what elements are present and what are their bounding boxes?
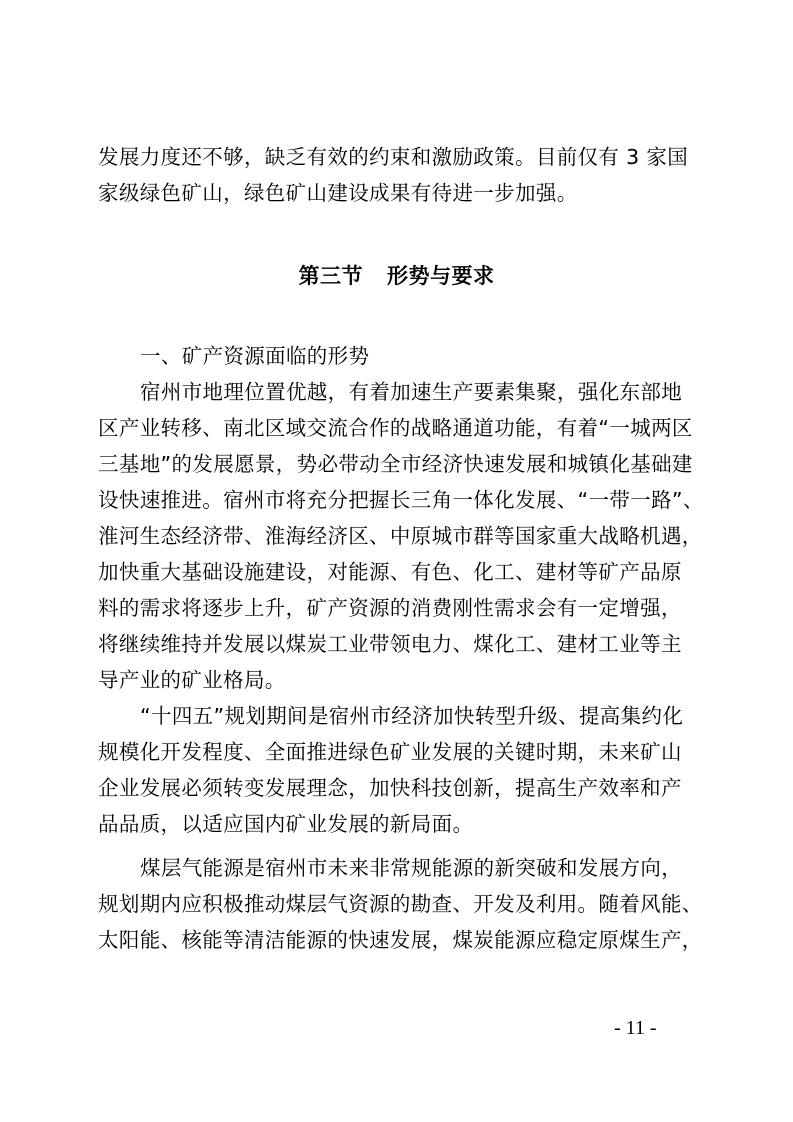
paragraph-line: 淮河生态经济带、淮海经济区、中原城市群等国家重大战略机遇， (98, 524, 703, 548)
section-name: 形势与要求 (387, 264, 495, 288)
intro-line-2: 家级绿色矿山，绿色矿山建设成果有待进一步加强。 (98, 181, 578, 205)
paragraph-line: 料的需求将逐步上升，矿产资源的消费刚性需求会有一定增强， (98, 596, 682, 620)
section-title (0, 262, 793, 290)
paragraph-line: 区产业转移、南北区域交流合作的战略通道功能，有着“一城两区 (98, 416, 693, 440)
paragraph-line: 太阳能、核能等清洁能源的快速发展，煤炭能源应稳定原煤生产， (98, 928, 703, 952)
paragraph-line: 设快速推进。宿州市将充分把握长三角一体化发展、“一带一路”、 (98, 488, 704, 512)
paragraph-line: 煤层气能源是宿州市未来非常规能源的新突破和发展方向， (140, 856, 683, 880)
paragraph-line: 加快重大基础设施建设，对能源、有色、化工、建材等矿产品原 (98, 560, 682, 584)
section-number: 第三节 (298, 264, 363, 288)
paragraph-line: 企业发展必须转变发展理念，加快科技创新，提高生产效率和产 (98, 776, 682, 800)
paragraph-line: 将继续维持并发展以煤炭工业带领电力、煤化工、建材工业等主 (98, 632, 682, 656)
paragraph-line: 宿州市地理位置优越，有着加速生产要素集聚，强化东部地 (140, 380, 683, 404)
paragraph-line: 品品质，以适应国内矿业发展的新局面。 (98, 812, 474, 836)
paragraph-line: 规模化开发程度、全面推进绿色矿业发展的关键时期，未来矿山 (98, 740, 682, 764)
page-number: - 11 - (614, 1017, 657, 1039)
paragraph-line: 规划期内应积极推动煤层气资源的勘查、开发及利用。随着风能、 (98, 892, 703, 916)
paragraph-line: “十四五”规划期间是宿州市经济加快转型升级、提高集约化 (140, 704, 684, 728)
intro-line-1: 发展力度还不够，缺乏有效的约束和激励政策。目前仅有 3 家国 (98, 145, 689, 169)
paragraph-line: 导产业的矿业格局。 (98, 668, 286, 692)
subheading: 一、矿产资源面临的形势 (140, 344, 370, 368)
paragraph-line: 三基地”的发展愿景，势必带动全市经济快速发展和城镇化基础建 (98, 452, 693, 476)
